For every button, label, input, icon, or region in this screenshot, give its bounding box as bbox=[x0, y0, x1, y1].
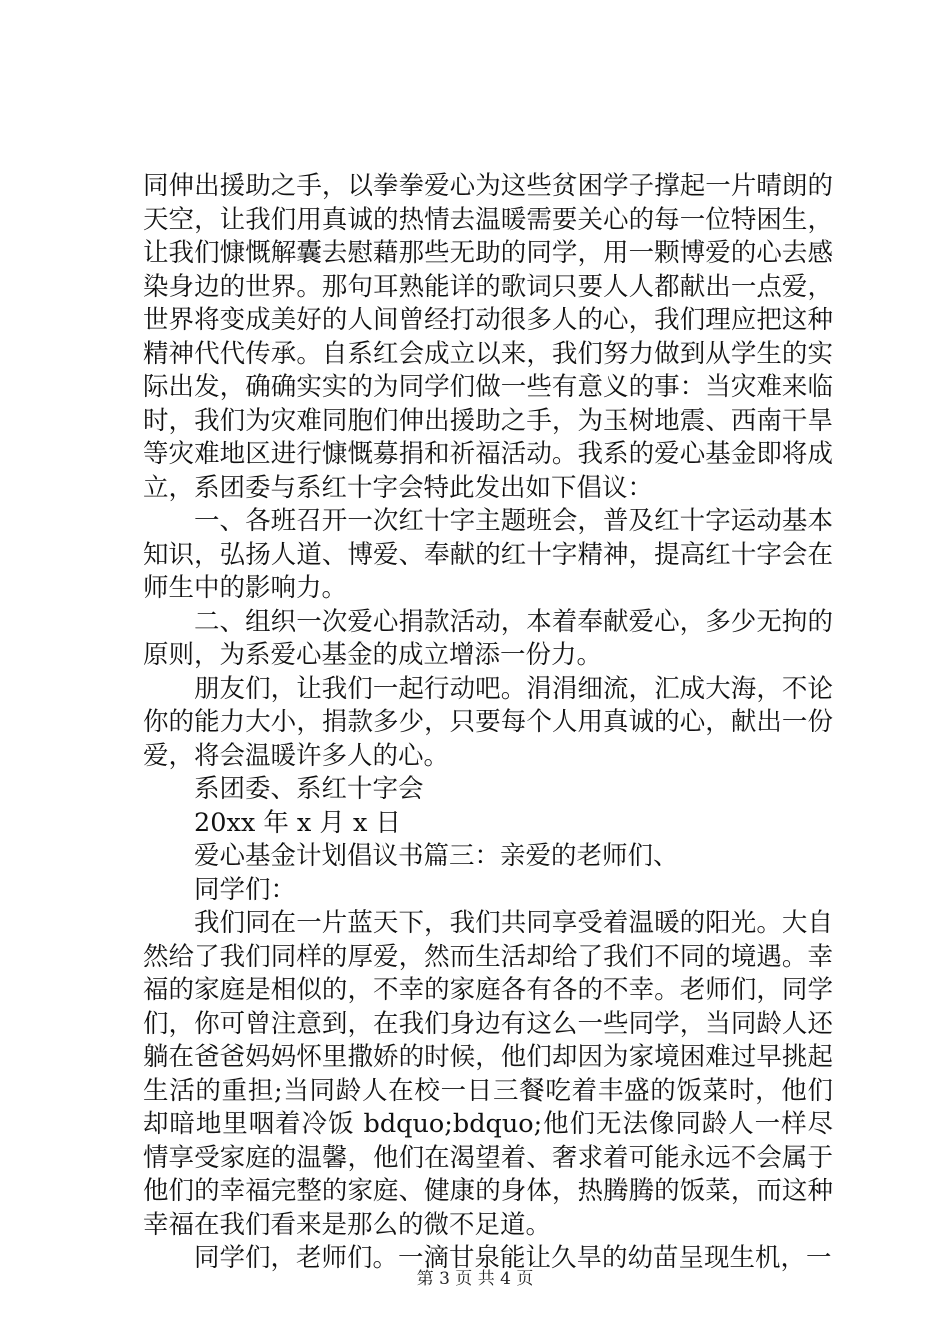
paragraph-proposal-two: 二、组织一次爱心捐款活动，本着奉献爱心，多少无拘的原则，为系爱心基金的成立增添一份力。 bbox=[143, 606, 833, 670]
section-heading: 爱心基金计划倡议书篇三：亲爱的老师们、 bbox=[194, 841, 679, 871]
paragraph-body: 我们同在一片蓝天下，我们共同享受着温暖的阳光。大自然给了我们同样的厚爱，然而生活却给了我们不同的境遇。幸福的家庭是相似的，不幸的家庭各有各的不幸。老师们，同学们，你可曾注意到，在我们身边有这么一些同学，当同龄人还躺在爸爸妈妈怀里撒娇的时候，他们却因为家境困难过早挑起生活的重担;当同龄人在校一日三餐吃着丰盛的饭菜时，他们却暗地里咽着冷饭 bdquo;bdquo;他们无法像同龄人一样尽情享受家庭的温馨，他们在渴望着、奢求着可能永远不会属于他们的幸福完整的家庭、健康的身体，热腾腾的饭菜，而这种幸福在我们看来是那么的微不足道。 bbox=[143, 908, 833, 1240]
paragraph-proposal-one: 一、各班召开一次红十字主题班会，普及红十字运动基本知识，弘扬人道、博爱、奉献的红十字精神，提高红十字会在师生中的影响力。 bbox=[143, 506, 833, 603]
document-body bbox=[143, 170, 833, 1276]
salutation: 同学们： bbox=[194, 874, 297, 905]
paragraph-call-to-action: 朋友们，让我们一起行动吧。涓涓细流，汇成大海，不论你的能力大小，捐款多少，只要每个人用真诚的心，献出一份爱，将会温暖许多人的心。 bbox=[143, 673, 833, 771]
signature-organization: 系团委、系红十字会 bbox=[194, 774, 424, 804]
page-number: 第 3 页 共 4 页 bbox=[416, 1269, 534, 1289]
page-footer bbox=[0, 1269, 950, 1289]
paragraph-closing: 同学们，老师们。一滴甘泉能让久旱的幼苗呈现生机，一 bbox=[194, 1243, 832, 1273]
paragraph-continuation: 同伸出援助之手，以拳拳爱心为这些贫困学子撑起一片晴朗的天空，让我们用真诚的热情去温暖需要关心的每一位特困生，让我们慷慨解囊去慰藉那些无助的同学，用一颗博爱的心去感染身边的世界。那句耳熟能详的歌词只要人人都献出一点爱，世界将变成美好的人间曾经打动很多人的心，我们理应把这种精神代代传承。自系红会成立以来，我们努力做到从学生的实际出发，确确实实的为同学们做一些有意义的事：当灾难来临时，我们为灾难同胞们伸出援助之手，为玉树地震、西南干旱等灾难地区进行慷慨募捐和祈福活动。我系的爱心基金即将成立，系团委与系红十字会特此发出如下倡议： bbox=[143, 171, 833, 503]
signature-date: 20xx 年 x 月 x 日 bbox=[194, 807, 402, 838]
